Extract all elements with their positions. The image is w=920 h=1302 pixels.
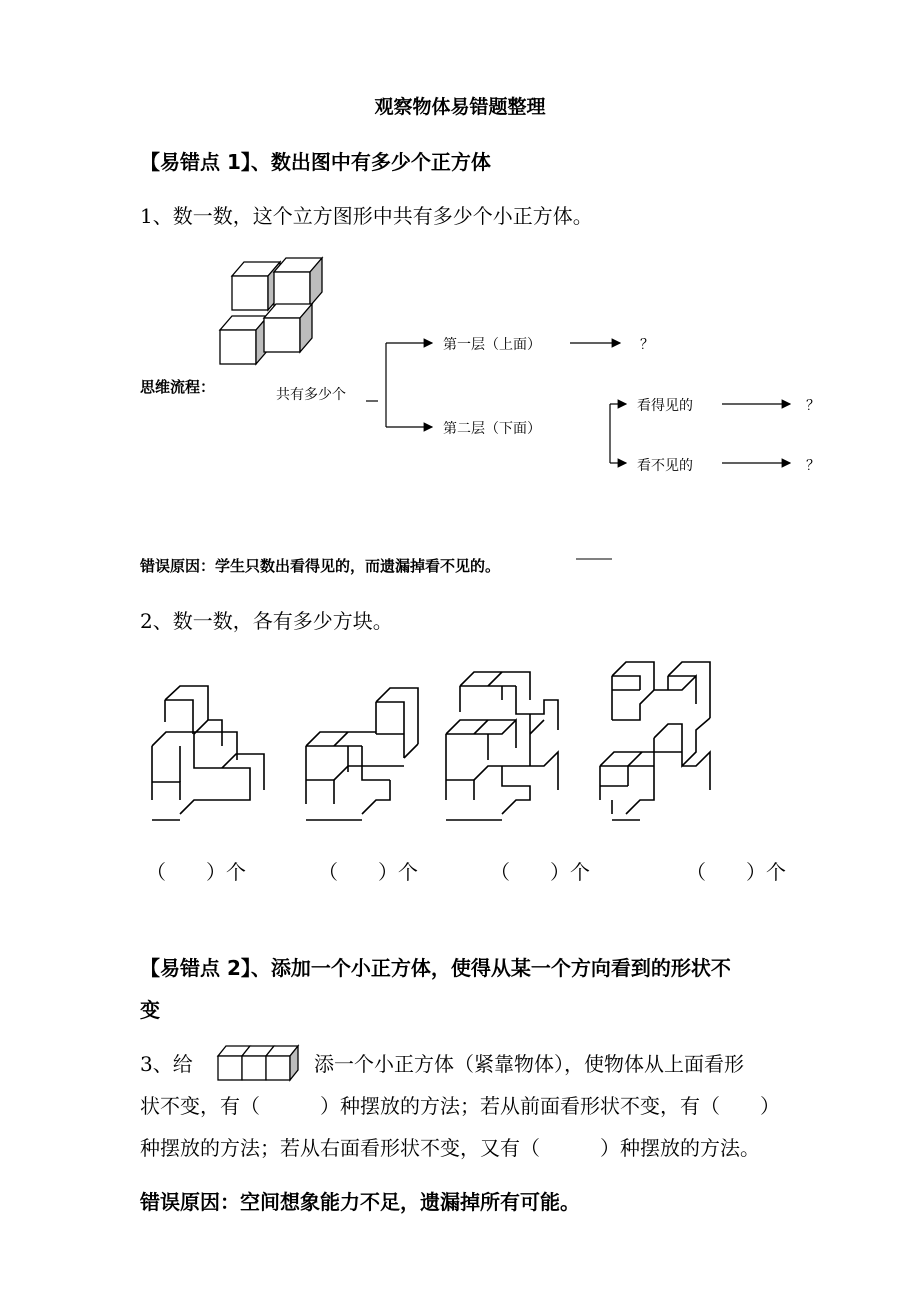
answer-blank-3[interactable]: （ ）个 [490, 860, 590, 884]
question-1: 1、数一数，这个立方图形中共有多少个小正方体。 [140, 204, 593, 228]
error-reason-2: 错误原因：空间想象能力不足，遗漏掉所有可能。 [140, 1190, 580, 1214]
question-3-line-3: 种摆放的方法；若从右面看形状不变，又有（ ）种摆放的方法。 [140, 1136, 760, 1160]
page-title: 观察物体易错题整理 [374, 96, 546, 118]
flow-q-visible: ？ [806, 398, 820, 414]
q2-figure-1 [152, 686, 264, 820]
section-1-heading: 【易错点 1】、数出图中有多少个正方体 [140, 150, 491, 174]
question-3-line-1: 添一个小正方体（紧靠物体），使物体从上面看形 [314, 1052, 744, 1076]
answer-blank-2[interactable]: （ ）个 [318, 860, 418, 884]
flow-layer-2: 第二层（下面） [443, 421, 541, 437]
question-3-prefix: 3、给 [140, 1052, 193, 1076]
flow-visible: 看得见的 [637, 398, 693, 414]
flow-q-layer1: ？ [640, 337, 654, 353]
question-2: 2、数一数，各有多少方块。 [140, 609, 393, 633]
error-reason-1: 错误原因：学生只数出看得见的，而遗漏掉看不见的。 [140, 557, 501, 575]
flow-layer-1: 第一层（上面） [443, 337, 541, 353]
section-2-heading-line-2: 变 [140, 998, 160, 1022]
flow-root: 共有多少个 [276, 387, 346, 403]
question-3-line-2: 状不变，有（ ）种摆放的方法；若从前面看形状不变，有（ ） [140, 1094, 780, 1118]
q2-figure-4 [600, 662, 710, 820]
section-2-heading-line-1: 【易错点 2】、添加一个小正方体，使得从某一个方向看到的形状不 [140, 956, 731, 980]
flow-invisible: 看不见的 [637, 458, 693, 474]
q2-figure-3 [446, 672, 558, 820]
flow-label: 思维流程： [140, 378, 216, 396]
answer-blank-1[interactable]: （ ）个 [146, 860, 246, 884]
answer-blank-4[interactable]: （ ）个 [686, 860, 786, 884]
flow-q-invisible: ？ [806, 458, 820, 474]
q2-figure-2 [306, 688, 418, 820]
